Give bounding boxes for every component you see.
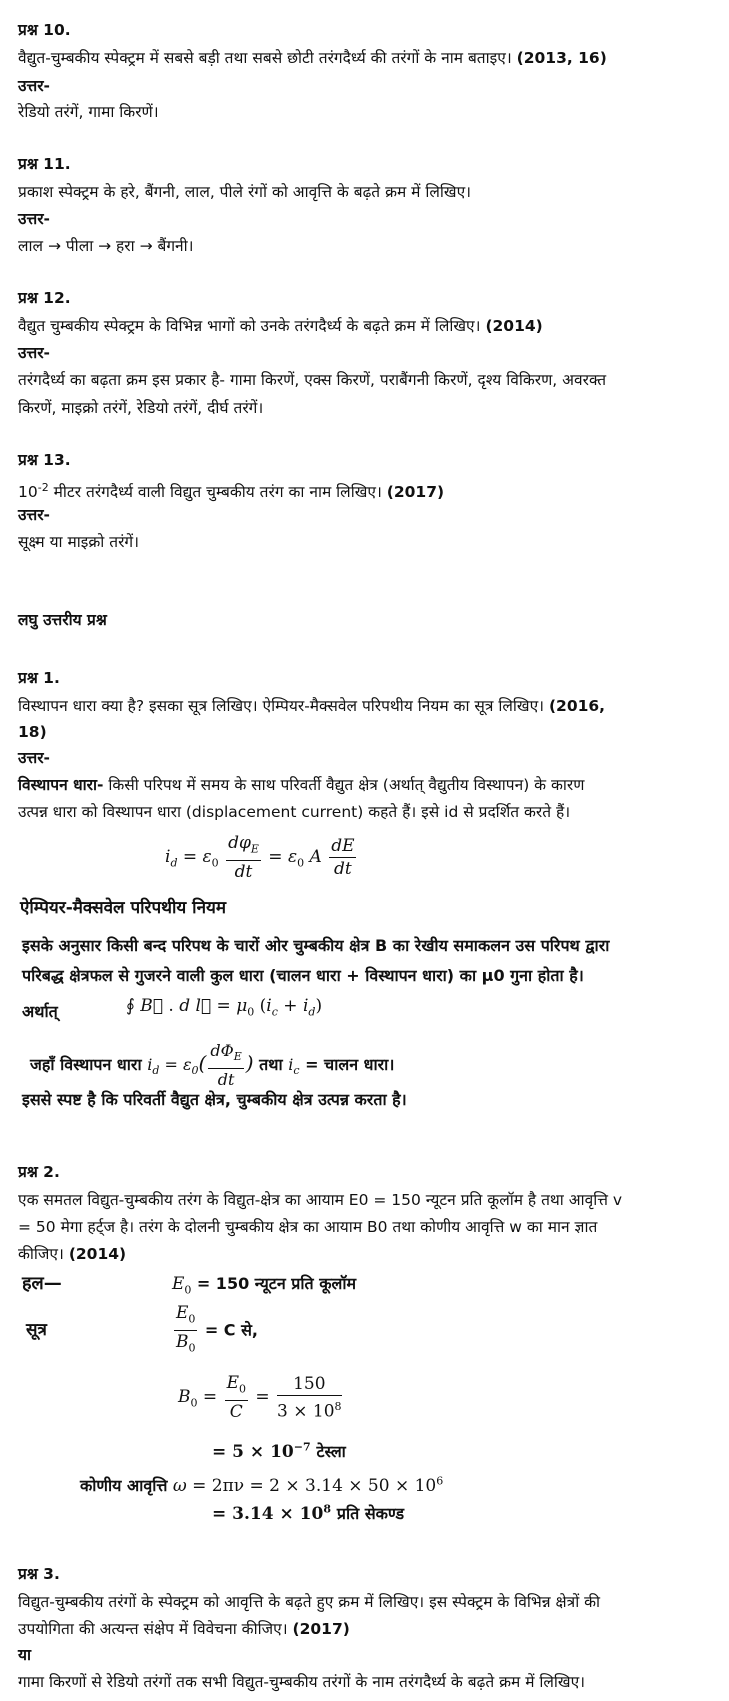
sq1-question-line2: 18) — [18, 723, 47, 741]
q11-answer: लाल → पीला → हरा → बैंगनी। — [18, 237, 194, 255]
sq2-label: प्रश्न 2. — [18, 1163, 60, 1181]
hal-label: हल— — [22, 1273, 62, 1294]
sq3-line3: गामा किरणों से रेडियो तरंगों तक सभी विद्युत-चुम्बकीय तरंगों के नाम तरंगदैर्ध्य के बढ़ते क्रम में लिखिए। — [18, 1673, 586, 1691]
q13-answer: सूक्ष्म या माइक्रो तरंगें। — [18, 533, 140, 551]
sq3-line2: उपयोगिता की अत्यन्त संक्षेप में विवेचना कीजिए। (2017) — [18, 1620, 350, 1638]
q10-question: वैद्युत-चुम्बकीय स्पेक्ट्रम में सबसे बड़ी तथा सबसे छोटी तरंगदैर्ध्य की तरंगों के नाम बताइए। (2013, 16) — [18, 49, 607, 67]
q11-label: प्रश्न 11. — [18, 155, 71, 173]
q13-question: $10^{-2}$ मीटर तरंगदैर्ध्य वाली विद्युत चुम्बकीय तरंग का नाम लिखिए। (2017) — [18, 481, 445, 502]
sq1-answer-line2: उत्पन्न धारा को विस्थापन धारा (displacement current) कहते हैं। इसे id से प्रदर्शित करते हैं। — [18, 803, 571, 821]
sq1-answer-line1: विस्थापन धारा- किसी परिपथ में समय के साथ परिवर्ती वैद्युत क्षेत्र (अर्थात् वैद्युतीय विस्थापन) के कारण — [18, 776, 585, 794]
q12-label: प्रश्न 12. — [18, 289, 71, 307]
ampere-maxwell-equation: ∮ B⃗ . d l⃗ = $\mu_0$ $(i_c + i_d)$ — [126, 996, 323, 1019]
sq3-label: प्रश्न 3. — [18, 1565, 60, 1583]
id-definition: जहाँ विस्थापन धारा $i_d = \varepsilon_0$( $\frac{d\Phi_E}{dt}$ ) तथा $i_c$ = चालन धारा। — [30, 1041, 395, 1090]
b0-result: = $5 \times 10^{-7}$ टेस्ला — [212, 1440, 346, 1462]
sq2-line1: एक समतल विद्युत-चुम्बकीय तरंग के विद्युत-क्षेत्र का आयाम E0 = 150 न्यूटन प्रति कूलॉम है तथा आवृत्ति v — [18, 1191, 623, 1209]
section-heading: लघु उत्तरीय प्रश्न — [18, 611, 107, 629]
formula-e0-b0: $\frac{E_0}{B_0}$ = C से, — [175, 1303, 259, 1355]
q12-answer-line1: तरंगदैर्ध्य का बढ़ता क्रम इस प्रकार है- गामा किरणें, एक्स किरणें, पराबैंगनी किरणें, दृश्य विकिरण, अवरक्त — [18, 371, 607, 389]
q10-label: प्रश्न 10. — [18, 21, 71, 39]
q11-question: प्रकाश स्पेक्ट्रम के हरे, बैंगनी, लाल, पीले रंगों को आवृत्ति के बढ़ते क्रम में लिखिए। — [18, 183, 472, 201]
law-line2: परिबद्ध क्षेत्रफल से गुजरने वाली कुल धारा (चालन धारा + विस्थापन धारा) का μ0 गुना होता है। — [22, 966, 584, 985]
q11-answer-label: उत्तर- — [18, 210, 50, 228]
q13-answer-label: उत्तर- — [18, 506, 50, 524]
given-e0: $E_0 = 150$ न्यूटन प्रति कूलॉम — [172, 1274, 357, 1297]
sq1-conclusion: इससे स्पष्ट है कि परिवर्ती वैद्युत क्षेत्र, चुम्बकीय क्षेत्र उत्पन्न करता है। — [22, 1090, 407, 1109]
displacement-current-formula: $i_d = \varepsilon_0$ $\frac{d\varphi_E}{dt}$ = $\varepsilon_0$ A $\frac{dE}{dt}$ — [165, 833, 355, 883]
formula-b0-calc: $B_0$ = $\frac{E_0}{C}$ = $\frac{150}{3 \times 10^8}$ — [178, 1373, 342, 1423]
q10-answer-label: उत्तर- — [18, 77, 50, 95]
sq1-answer-label: उत्तर- — [18, 749, 50, 767]
sq1-label: प्रश्न 1. — [18, 669, 60, 687]
omega-formula: कोणीय आवृत्ति $\omega = 2\pi\nu = 2 \times 3.14 \times 50 \times 10^6$ — [80, 1474, 444, 1496]
q13-label: प्रश्न 13. — [18, 451, 71, 469]
law-heading: ऐम्पियर-मैक्सवेल परिपथीय नियम — [20, 898, 227, 918]
q12-question: वैद्युत चुम्बकीय स्पेक्ट्रम के विभिन्न भागों को उनके तरंगदैर्ध्य के बढ़ते क्रम में लिखिए। (2014) — [18, 317, 543, 335]
arthat-label: अर्थात् — [22, 1002, 58, 1021]
sq2-line3: कीजिए। (2014) — [18, 1245, 127, 1263]
sq3-line1: विद्युत-चुम्बकीय तरंगों के स्पेक्ट्रम को आवृत्ति के बढ़ते हुए क्रम में लिखिए। इस स्पेक्ट्रम के विभिन्न क्षेत्रों की — [18, 1593, 601, 1611]
sq2-line2: = 50 मेगा हर्ट्ज है। तरंग के दोलनी चुम्बकीय क्षेत्र का आयाम B0 तथा कोणीय आवृत्ति w का मान ज्ञात — [18, 1218, 598, 1236]
q12-answer-label: उत्तर- — [18, 344, 50, 362]
sq3-ya: या — [18, 1646, 32, 1664]
sutra-label: सूत्र — [26, 1320, 47, 1340]
sq1-question-line1: विस्थापन धारा क्या है? इसका सूत्र लिखिए। ऐम्पियर-मैक्सवेल परिपथीय नियम का सूत्र लिखिए। (2016, — [18, 697, 606, 715]
q10-answer: रेडियो तरंगें, गामा किरणें। — [18, 103, 159, 121]
law-line1: इसके अनुसार किसी बन्द परिपथ के चारों ओर चुम्बकीय क्षेत्र B का रेखीय समाकलन उस परिपथ द्वारा — [22, 936, 610, 955]
omega-result: = $3.14 \times 10^8$ प्रति सेकण्ड — [212, 1502, 405, 1524]
q12-answer-line2: किरणें, माइक्रो तरंगें, रेडियो तरंगें, दीर्घ तरंगें। — [18, 399, 264, 417]
